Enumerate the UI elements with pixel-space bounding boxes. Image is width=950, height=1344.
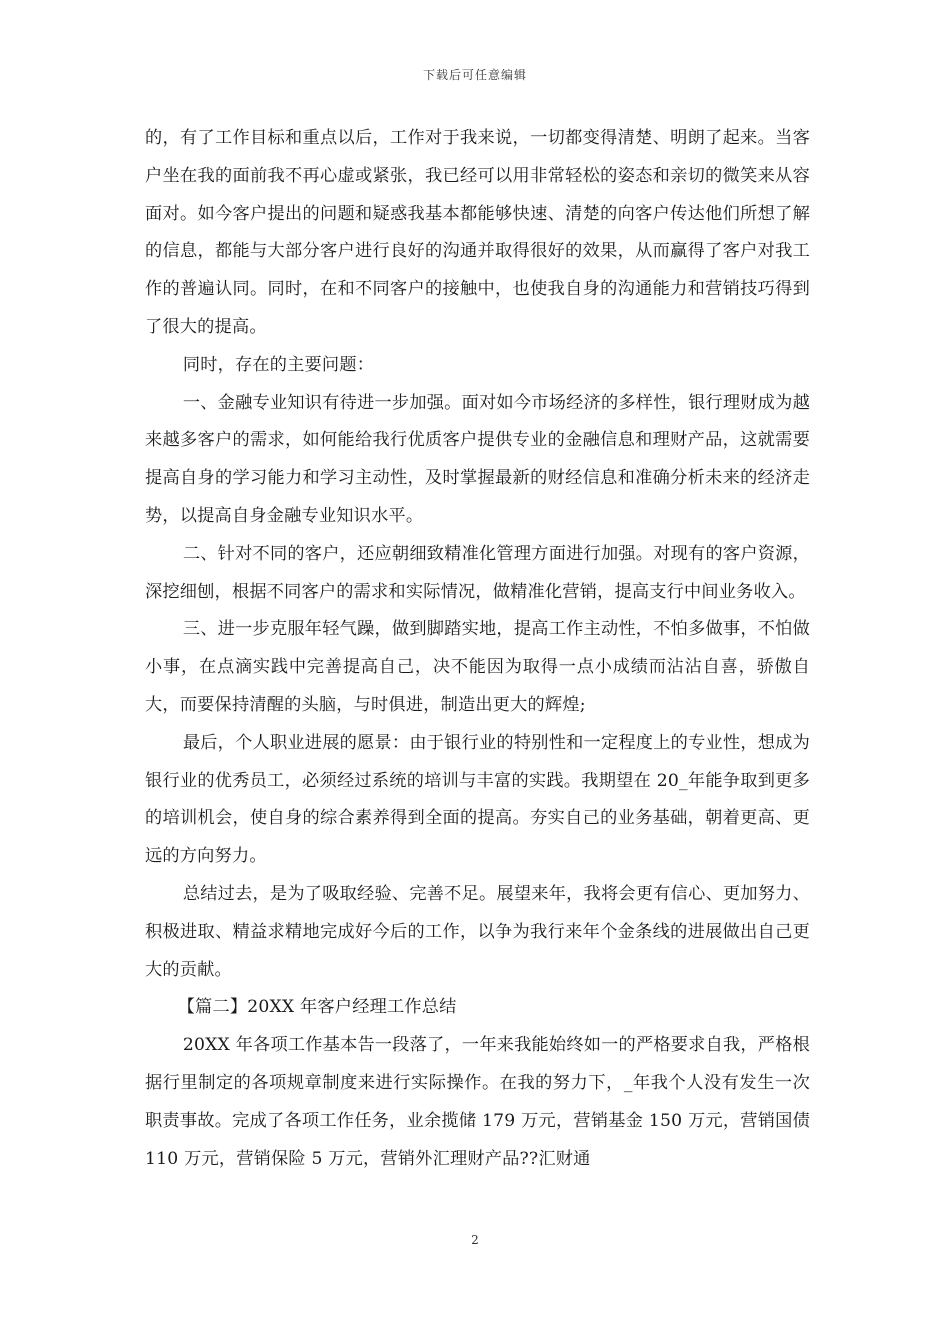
page-header: 下载后可任意编辑	[422, 68, 527, 82]
paragraph-problems-intro: 同时，存在的主要问题：	[182, 354, 375, 375]
paragraph-section-two-intro: 20XX 年各项工作基本告一段落了，一年来我能始终如一的严格要求自我，严格根据行里制定的各项规章制度来进行实际操作。在我的努力下，_年我个人没有发生一次职责事故。完成了各项工作任务，业余揽储 179 万元，营销基金 150 万元，营销国债 110 万元，营销保险 5 万元，营销外汇理财产品??汇财通	[145, 1035, 810, 1169]
paragraph-summary: 总结过去，是为了吸取经验、完善不足。展望来年，我将会更有信心、更加努力、积极进取、精益求精地完成好今后的工作，以争为我行来年个金条线的进展做出自己更大的贡献。	[145, 883, 810, 980]
document-body	[145, 120, 810, 1178]
section-heading: 【篇二】20XX 年客户经理工作总结	[177, 997, 457, 1018]
paragraph-vision: 最后，个人职业进展的愿景：由于银行业的特别性和一定程度上的专业性，想成为银行业的优秀员工，必须经过系统的培训与丰富的实践。我期望在 20_年能争取到更多的培训机会，使自身的综合素养得到全面的提高。夯实自己的业务基础，朝着更高、更远的方向努力。	[145, 732, 810, 867]
paragraph-continuation: 的，有了工作目标和重点以后，工作对于我来说，一切都变得清楚、明朗了起来。当客户坐在我的面前我不再心虚或紧张，我已经可以用非常轻松的姿态和亲切的微笑来从容面对。如今客户提出的问题和疑惑我基本都能够快速、清楚的向客户传达他们所想了解的信息，都能与大部分客户进行良好的沟通并取得很好的效果，从而赢得了客户对我工作的普遍认同。同时，在和不同客户的接触中，也使我自身的沟通能力和营销技巧得到了很大的提高。	[145, 128, 810, 337]
page-number: 2	[471, 1233, 479, 1247]
paragraph-problem-2: 二、针对不同的客户，还应朝细致精准化管理方面进行加强。对现有的客户资源，深挖细刨，根据不同客户的需求和实际情况，做精准化营销，提高支行中间业务收入。	[145, 543, 810, 602]
paragraph-problem-3: 三、进一步克服年轻气躁，做到脚踏实地，提高工作主动性，不怕多做事，不怕做小事，在点滴实践中完善提高自己，决不能因为取得一点小成绩而沾沾自喜，骄傲自大，而要保持清醒的头脑，与时俱进，制造出更大的辉煌;	[145, 619, 810, 715]
paragraph-problem-1: 一、金融专业知识有待进一步加强。面对如今市场经济的多样性，银行理财成为越来越多客户的需求，如何能给我行优质客户提供专业的金融信息和理财产品，这就需要提高自身的学习能力和学习主动性，及时掌握最新的财经信息和准确分析未来的经济走势，以提高自身金融专业知识水平。	[145, 392, 810, 526]
